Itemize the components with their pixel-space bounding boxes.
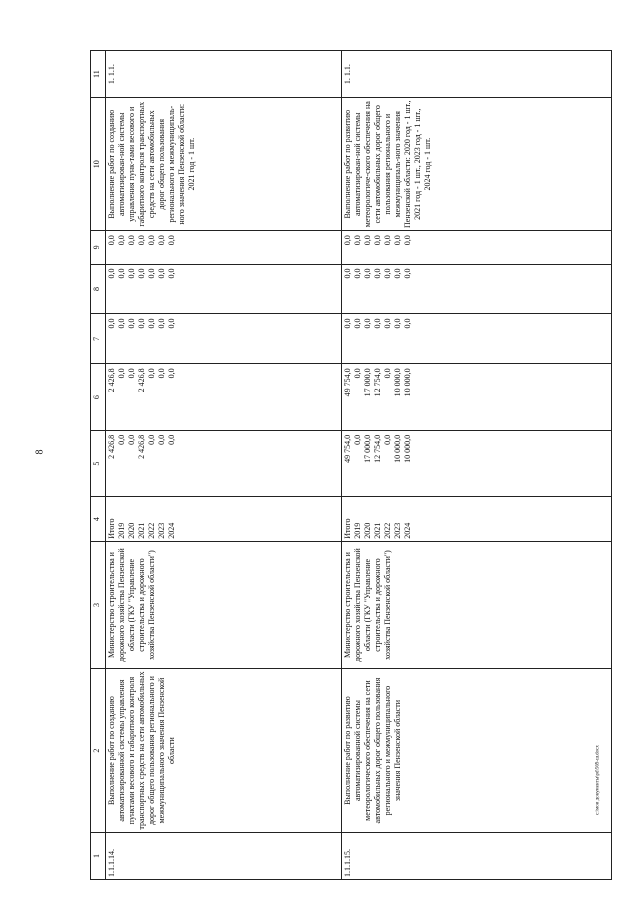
column-header: 2 bbox=[91, 669, 106, 833]
value-cell: 0,0 bbox=[117, 235, 126, 246]
value-cell: 2020 bbox=[363, 522, 372, 539]
value-cell: 10 000,0 bbox=[403, 434, 412, 463]
value-cell: 17 000,0 bbox=[363, 368, 372, 397]
value-cell: 0,0 bbox=[373, 318, 382, 329]
value-cell: 0,0 bbox=[137, 268, 146, 279]
column-header: 6 bbox=[91, 364, 106, 431]
total-amount-list bbox=[106, 430, 342, 497]
value-cell: 0,0 bbox=[117, 318, 126, 329]
value-cell: 0,0 bbox=[393, 268, 402, 279]
value-cell: 17 000,0 bbox=[363, 434, 372, 463]
value-cell: 0,0 bbox=[373, 268, 382, 279]
activity-name: Выполнение работ по развитию автоматизированной системы метеорологического обеспечения на сети автомобильных дорог общего пользования регионального и межмуниципального значения Пензенской области bbox=[342, 669, 612, 833]
value-cell: 0,0 bbox=[343, 235, 352, 246]
value-cell: 2022 bbox=[383, 522, 392, 539]
value-cell: 2 426,8 bbox=[137, 368, 146, 393]
expected-result: Выполнение работ по созданию автоматизирован-ной системы управления пунк-тами весового и габаритного контроля транспортных средств на сети автомобильных дорог общего пользования регионального и межмуниципаль-ного значения Пензенской области: 2021 год - 1 шт. bbox=[106, 98, 342, 231]
header-row bbox=[91, 51, 106, 880]
value-cell: 0,0 bbox=[343, 318, 352, 329]
value-cell: 0,0 bbox=[137, 318, 146, 329]
column-header: 3 bbox=[91, 541, 106, 669]
local-budget-list bbox=[106, 264, 342, 314]
extrabudget-list bbox=[106, 231, 342, 264]
value-cell: 0,0 bbox=[107, 318, 116, 329]
value-cell: 0,0 bbox=[107, 268, 116, 279]
value-cell: 0,0 bbox=[403, 268, 412, 279]
column-header: 1 bbox=[91, 832, 106, 879]
years-list bbox=[106, 497, 342, 541]
value-cell: 0,0 bbox=[107, 235, 116, 246]
value-cell: 2021 bbox=[137, 522, 146, 539]
row-number: 1.1.1.14. bbox=[106, 832, 342, 879]
value-cell: 0,0 bbox=[147, 268, 156, 279]
value-cell: 0,0 bbox=[117, 368, 126, 379]
value-cell: 2 426,8 bbox=[107, 368, 116, 393]
value-cell: 2 426,8 bbox=[107, 434, 116, 459]
value-cell: 2024 bbox=[167, 522, 176, 539]
regional-budget-list bbox=[106, 364, 342, 431]
years-list bbox=[342, 497, 612, 541]
value-cell: Итого bbox=[107, 518, 116, 539]
value-cell: 0,0 bbox=[147, 434, 156, 445]
value-cell: 10 000,0 bbox=[393, 368, 402, 397]
value-cell: 0,0 bbox=[147, 368, 156, 379]
value-cell: 0,0 bbox=[353, 368, 362, 379]
value-cell: 49 754,0 bbox=[343, 434, 352, 463]
executor: Министерство строительства и дорожного хозяйства Пензенской области (ГКУ "Управление строительства и дорожного хозяйства Пензенской области") bbox=[342, 541, 612, 669]
value-cell: 0,0 bbox=[383, 268, 392, 279]
column-header: 5 bbox=[91, 430, 106, 497]
extrabudget-list bbox=[342, 231, 612, 264]
value-cell: 0,0 bbox=[383, 434, 392, 445]
table-row bbox=[106, 51, 342, 880]
value-cell: 0,0 bbox=[157, 368, 166, 379]
value-cell: 0,0 bbox=[137, 235, 146, 246]
value-cell: 0,0 bbox=[403, 235, 412, 246]
value-cell: 0,0 bbox=[117, 434, 126, 445]
table-row bbox=[342, 51, 612, 880]
value-cell: 0,0 bbox=[383, 235, 392, 246]
value-cell: 0,0 bbox=[167, 318, 176, 329]
value-cell: 0,0 bbox=[147, 318, 156, 329]
value-cell: Итого bbox=[343, 518, 352, 539]
value-cell: 0,0 bbox=[383, 318, 392, 329]
page-number: 8 bbox=[34, 449, 46, 455]
value-cell: 0,0 bbox=[393, 235, 402, 246]
value-cell: 2019 bbox=[117, 522, 126, 539]
value-cell: 0,0 bbox=[157, 235, 166, 246]
column-header: 8 bbox=[91, 264, 106, 314]
value-cell: 0,0 bbox=[363, 235, 372, 246]
target-link: 1. 1.1. bbox=[342, 51, 612, 98]
value-cell: 10 000,0 bbox=[393, 434, 402, 463]
value-cell: 2023 bbox=[393, 522, 402, 539]
value-cell: 0,0 bbox=[353, 434, 362, 445]
value-cell: 12 754,0 bbox=[373, 434, 382, 463]
total-amount-list bbox=[342, 430, 612, 497]
local-budget-list bbox=[342, 264, 612, 314]
value-cell: 0,0 bbox=[127, 318, 136, 329]
value-cell: 0,0 bbox=[363, 268, 372, 279]
column-header: 9 bbox=[91, 231, 106, 264]
value-cell: 0,0 bbox=[147, 235, 156, 246]
value-cell: 12 754,0 bbox=[373, 368, 382, 397]
column-header: 4 bbox=[91, 497, 106, 541]
row-number: 1.1.1.15. bbox=[342, 832, 612, 879]
value-cell: 2019 bbox=[353, 522, 362, 539]
value-cell: 0,0 bbox=[167, 434, 176, 445]
value-cell: 0,0 bbox=[167, 235, 176, 246]
value-cell: 0,0 bbox=[353, 268, 362, 279]
column-header: 7 bbox=[91, 314, 106, 364]
value-cell: 0,0 bbox=[127, 268, 136, 279]
expected-result: Выполнение работ по развитию автоматизирован-ной системы метеорологиче-ского обеспечения на сети автомобильных дорог общего пользования регионального и межмуниципаль-ного значения Пензенской области: 2020 год - 1 шт., 2021 год - 1 шт., 2023 год - 1 шт., 2024 год - 1 шт. bbox=[342, 98, 612, 231]
value-cell: 0,0 bbox=[157, 434, 166, 445]
file-path-footer: c:\мои документы\pd\569-ш.docx bbox=[595, 745, 601, 815]
federal-budget-list bbox=[342, 314, 612, 364]
value-cell: 0,0 bbox=[127, 434, 136, 445]
value-cell: 0,0 bbox=[393, 318, 402, 329]
value-cell: 2024 bbox=[403, 522, 412, 539]
value-cell: 0,0 bbox=[127, 368, 136, 379]
executor: Министерство строительства и дорожного хозяйства Пензенской области (ГКУ "Управление строительства и дорожного хозяйства Пензенской области") bbox=[106, 541, 342, 669]
column-header: 11 bbox=[91, 51, 106, 98]
target-link: 1. 1.1. bbox=[106, 51, 342, 98]
value-cell: 0,0 bbox=[157, 318, 166, 329]
value-cell: 0,0 bbox=[117, 268, 126, 279]
value-cell: 0,0 bbox=[383, 368, 392, 379]
value-cell: 0,0 bbox=[167, 268, 176, 279]
value-cell: 0,0 bbox=[167, 368, 176, 379]
value-cell: 0,0 bbox=[157, 268, 166, 279]
value-cell: 0,0 bbox=[353, 318, 362, 329]
value-cell: 10 000,0 bbox=[403, 368, 412, 397]
value-cell: 0,0 bbox=[403, 318, 412, 329]
value-cell: 0,0 bbox=[127, 235, 136, 246]
federal-budget-list bbox=[106, 314, 342, 364]
program-table bbox=[90, 50, 612, 880]
value-cell: 2022 bbox=[147, 522, 156, 539]
value-cell: 49 754,0 bbox=[343, 368, 352, 397]
value-cell: 2021 bbox=[373, 522, 382, 539]
value-cell: 0,0 bbox=[373, 235, 382, 246]
value-cell: 0,0 bbox=[353, 235, 362, 246]
regional-budget-list bbox=[342, 364, 612, 431]
value-cell: 2023 bbox=[157, 522, 166, 539]
value-cell: 2 426,8 bbox=[137, 434, 146, 459]
value-cell: 0,0 bbox=[363, 318, 372, 329]
activity-name: Выполнение работ по созданию автоматизированной системы управления пунктами весового и габаритного контроля транспортных средств на сети автомобильных дорог общего пользования регионального и межмуниципального значения Пензенской области bbox=[106, 669, 342, 833]
column-header: 10 bbox=[91, 98, 106, 231]
value-cell: 2020 bbox=[127, 522, 136, 539]
value-cell: 0,0 bbox=[343, 268, 352, 279]
